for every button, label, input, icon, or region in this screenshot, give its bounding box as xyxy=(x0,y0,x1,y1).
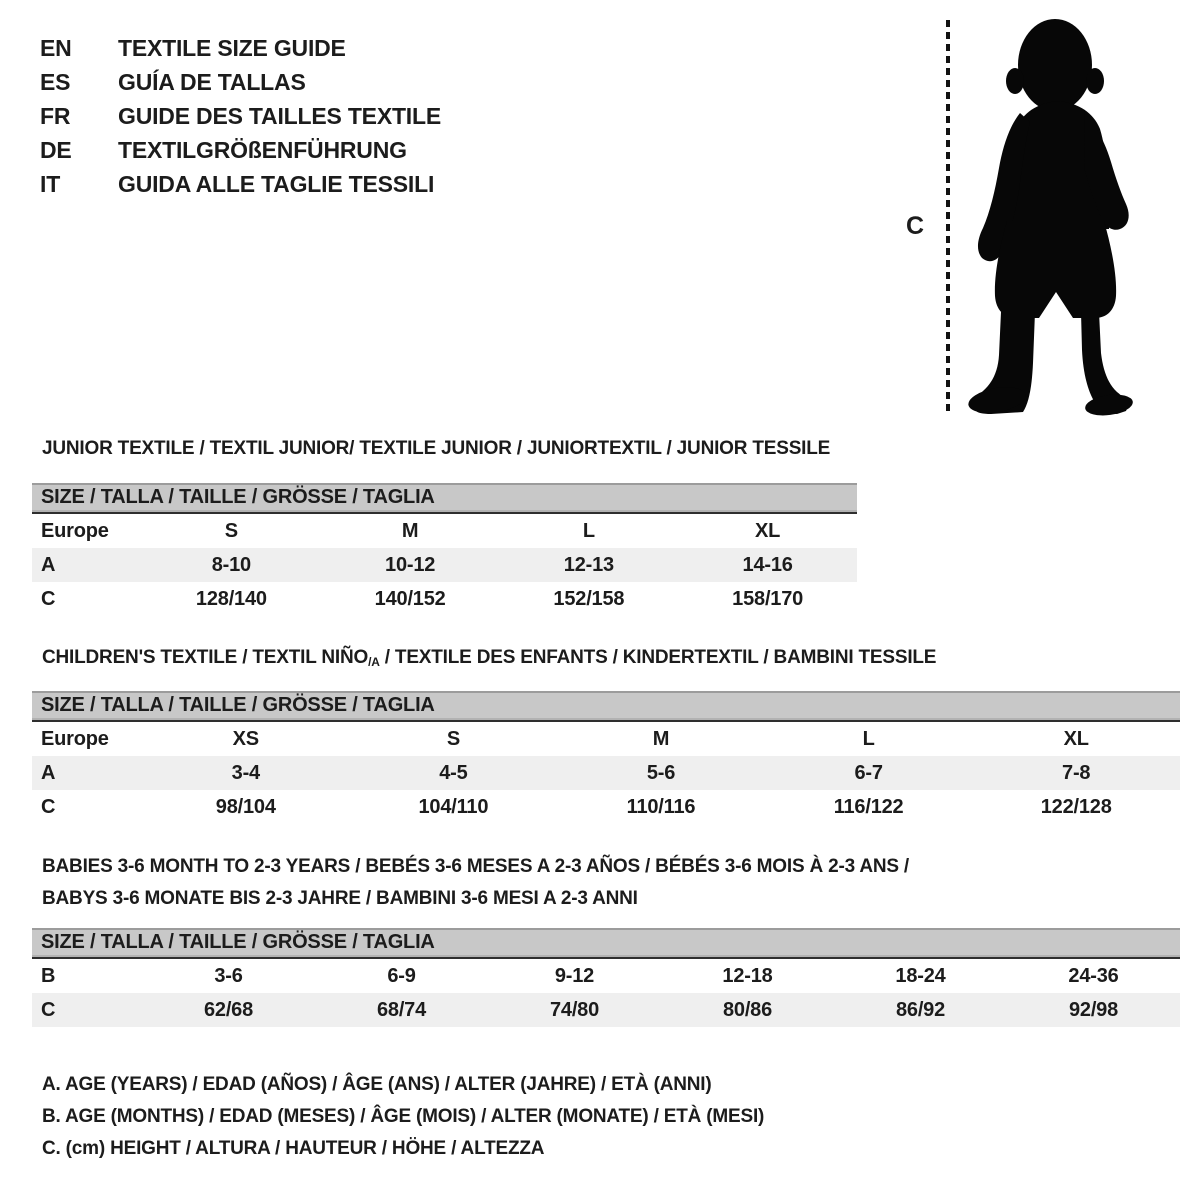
table-cell: 98/104 xyxy=(215,795,276,818)
table-cell: XL xyxy=(1063,727,1089,750)
footnote-line: A. AGE (YEARS) / EDAD (AÑOS) / ÂGE (ANS) / ALTER (JAHRE) / ETÀ (ANNI) xyxy=(42,1074,712,1095)
row-label: C xyxy=(41,998,56,1021)
language-label: GUIDA ALLE TAGLIE TESSILI xyxy=(118,171,435,197)
language-row xyxy=(40,65,441,99)
table-body xyxy=(32,512,857,616)
row-label: Europe xyxy=(41,727,109,750)
table-cell: 14-16 xyxy=(742,553,793,576)
junior-size-table xyxy=(32,483,857,616)
children-section-title xyxy=(42,646,936,674)
size-header-bar: SIZE / TALLA / TAILLE / GRÖSSE / TAGLIA xyxy=(32,483,857,512)
table-cell: 110/116 xyxy=(626,795,696,818)
toddler-silhouette-shape xyxy=(966,19,1134,416)
footnotes xyxy=(42,1069,764,1165)
table-cell: 12-18 xyxy=(722,964,773,987)
size-header-bar: SIZE / TALLA / TAILLE / GRÖSSE / TAGLIA xyxy=(32,691,1180,720)
row-label: A xyxy=(41,761,56,784)
table-cell: 7-8 xyxy=(1062,761,1091,784)
children-title-sub: /A xyxy=(368,655,380,669)
children-title-suffix: / TEXTILE DES ENFANTS / KINDERTEXTIL / BAMBINI TESSILE xyxy=(379,647,937,668)
table-row xyxy=(32,993,1180,1027)
footnote-line: B. AGE (MONTHS) / EDAD (MESES) / ÂGE (MOIS) / ALTER (MONATE) / ETÀ (MESI) xyxy=(42,1106,765,1127)
language-code: EN xyxy=(40,35,72,61)
row-label: C xyxy=(41,587,56,610)
table-cell: 152/158 xyxy=(553,587,625,610)
table-body xyxy=(32,957,1180,1027)
table-cell: 128/140 xyxy=(195,587,267,610)
toddler-silhouette xyxy=(963,14,1138,416)
row-label: A xyxy=(41,553,56,576)
table-cell: 8-10 xyxy=(211,553,251,576)
table-row xyxy=(32,582,857,616)
table-cell: L xyxy=(862,727,875,750)
language-row xyxy=(40,99,441,133)
language-label: TEXTILE SIZE GUIDE xyxy=(118,35,346,61)
row-label: B xyxy=(41,964,56,987)
measure-c-label: C xyxy=(906,212,924,240)
table-cell: 24-36 xyxy=(1068,964,1119,987)
height-measure-dashed-line xyxy=(946,20,950,416)
table-cell: 74/80 xyxy=(549,998,600,1021)
language-row xyxy=(40,133,441,167)
table-cell: M xyxy=(652,727,670,750)
table-cell: S xyxy=(224,519,238,542)
language-label: GUIDE DES TAILLES TEXTILE xyxy=(118,103,441,129)
table-row xyxy=(32,720,1180,756)
children-size-table xyxy=(32,691,1180,824)
language-label: TEXTILGRÖßENFÜHRUNG xyxy=(118,137,407,163)
table-cell: 80/86 xyxy=(722,998,773,1021)
table-row xyxy=(32,548,857,582)
table-cell: XL xyxy=(755,519,781,542)
language-row xyxy=(40,31,441,65)
table-cell: 158/170 xyxy=(732,587,804,610)
row-label: Europe xyxy=(41,519,109,542)
footnote-line: C. (cm) HEIGHT / ALTURA / HAUTEUR / HÖHE / ALTEZZA xyxy=(42,1138,545,1159)
size-header-bar: SIZE / TALLA / TAILLE / GRÖSSE / TAGLIA xyxy=(32,928,1180,957)
table-cell: 12-13 xyxy=(563,553,614,576)
table-row xyxy=(32,512,857,548)
language-list xyxy=(40,31,441,201)
table-row xyxy=(32,790,1180,824)
language-code: FR xyxy=(40,103,71,129)
table-cell: L xyxy=(582,519,595,542)
table-cell: 116/122 xyxy=(833,795,904,818)
table-cell: 68/74 xyxy=(376,998,427,1021)
table-row xyxy=(32,756,1180,790)
table-row xyxy=(32,957,1180,993)
language-code: IT xyxy=(40,171,61,197)
table-cell: 62/68 xyxy=(203,998,254,1021)
table-cell: 4-5 xyxy=(439,761,468,784)
table-cell: 140/152 xyxy=(374,587,446,610)
table-cell: 6-9 xyxy=(387,964,416,987)
table-cell: XS xyxy=(232,727,259,750)
table-cell: M xyxy=(401,519,419,542)
children-title-prefix: CHILDREN'S TEXTILE / TEXTIL NIÑO xyxy=(42,647,369,668)
table-cell: 86/92 xyxy=(895,998,946,1021)
table-cell: 3-4 xyxy=(231,761,260,784)
table-cell: 18-24 xyxy=(895,964,946,987)
babies-title-line2: BABYS 3-6 MONATE BIS 2-3 JAHRE / BAMBINI 3-6 MESI A 2-3 ANNI xyxy=(42,888,638,909)
table-cell: 10-12 xyxy=(385,553,436,576)
table-cell: 5-6 xyxy=(646,761,676,784)
row-label: C xyxy=(41,795,56,818)
table-cell: 122/128 xyxy=(1040,795,1112,818)
babies-title-line1: BABIES 3-6 MONTH TO 2-3 YEARS / BEBÉS 3-6 MESES A 2-3 AÑOS / BÉBÉS 3-6 MOIS À 2-3 ANS / xyxy=(42,856,910,877)
language-label: GUÍA DE TALLAS xyxy=(118,69,306,95)
language-code: DE xyxy=(40,137,72,163)
table-cell: S xyxy=(446,727,460,750)
table-cell: 9-12 xyxy=(554,964,595,987)
language-code: ES xyxy=(40,69,71,95)
babies-section-title xyxy=(42,851,909,915)
table-body xyxy=(32,720,1180,824)
table-cell: 104/110 xyxy=(418,795,489,818)
junior-section-title: JUNIOR TEXTILE / TEXTIL JUNIOR/ TEXTILE JUNIOR / JUNIORTEXTIL / JUNIOR TESSILE xyxy=(42,438,831,459)
table-cell: 92/98 xyxy=(1068,998,1119,1021)
table-cell: 3-6 xyxy=(214,964,243,987)
language-row xyxy=(40,167,441,201)
babies-size-table xyxy=(32,928,1180,1027)
table-cell: 6-7 xyxy=(854,761,883,784)
